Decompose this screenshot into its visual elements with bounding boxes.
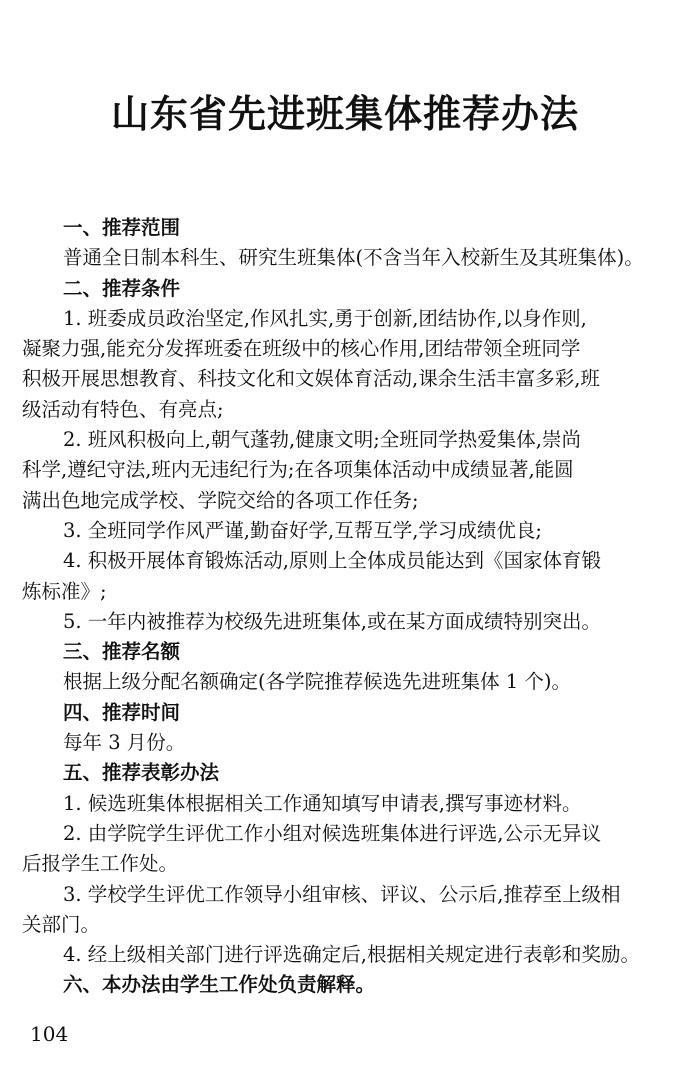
text-line: 关部门。 bbox=[22, 912, 101, 936]
section-heading: 六、本办法由学生工作处负责解释。 bbox=[63, 973, 376, 997]
text-line: 普通全日制本科生、研究生班集体(不含当年入校新生及其班集体)。 bbox=[63, 246, 644, 270]
text-line: 1. 候选班集体根据相关工作通知填写申请表,撰写事迹材料。 bbox=[63, 791, 582, 815]
section-heading: 四、推荐时间 bbox=[63, 700, 181, 724]
text-line: 5. 一年内被推荐为校级先进班集体,或在某方面成绩特别突出。 bbox=[63, 609, 602, 633]
text-line: 炼标准》; bbox=[22, 579, 107, 603]
text-line: 3. 全班同学作风严谨,勤奋好学,互帮互学,学习成绩优良; bbox=[63, 518, 542, 542]
section-heading: 二、推荐条件 bbox=[63, 276, 181, 300]
section-heading: 三、推荐名额 bbox=[63, 640, 181, 664]
document-body bbox=[22, 213, 672, 1001]
text-line: 后报学生工作处。 bbox=[22, 852, 179, 876]
text-line: 3. 学校学生评优工作领导小组审核、评议、公示后,推荐至上级相 bbox=[63, 882, 621, 906]
text-line: 级活动有特色、有亮点; bbox=[22, 397, 224, 421]
text-line: 科学,遵纪守法,班内无违纪行为;在各项集体活动中成绩显著,能圆 bbox=[22, 458, 574, 482]
text-line: 根据上级分配名额确定(各学院推荐候选先进班集体 1 个)。 bbox=[63, 670, 572, 694]
page-title: 山东省先进班集体推荐办法 bbox=[110, 92, 579, 136]
text-line: 凝聚力强,能充分发挥班委在班级中的核心作用,团结带领全班同学 bbox=[22, 337, 581, 361]
page-number: 104 bbox=[30, 1022, 69, 1046]
text-line: 满出色地完成学校、学院交给的各项工作任务; bbox=[22, 488, 419, 512]
text-line: 1. 班委成员政治坚定,作风扎实,勇于创新,团结协作,以身作则, bbox=[63, 306, 587, 330]
text-line: 每年 3 月份。 bbox=[63, 731, 186, 755]
text-line: 4. 经上级相关部门进行评选确定后,根据相关规定进行表彰和奖励。 bbox=[63, 943, 641, 967]
text-line: 积极开展思想教育、科技文化和文娱体育活动,课余生活丰富多彩,班 bbox=[22, 367, 600, 391]
section-heading: 一、推荐范围 bbox=[63, 216, 181, 239]
text-line: 4. 积极开展体育锻炼活动,原则上全体成员能达到《国家体育锻 bbox=[63, 549, 602, 573]
section-heading: 五、推荐表彰办法 bbox=[63, 761, 220, 785]
text-line: 2. 班风积极向上,朝气蓬勃,健康文明;全班同学热爱集体,崇尚 bbox=[63, 428, 581, 452]
text-line: 2. 由学院学生评优工作小组对候选班集体进行评选,公示无异议 bbox=[63, 821, 602, 845]
